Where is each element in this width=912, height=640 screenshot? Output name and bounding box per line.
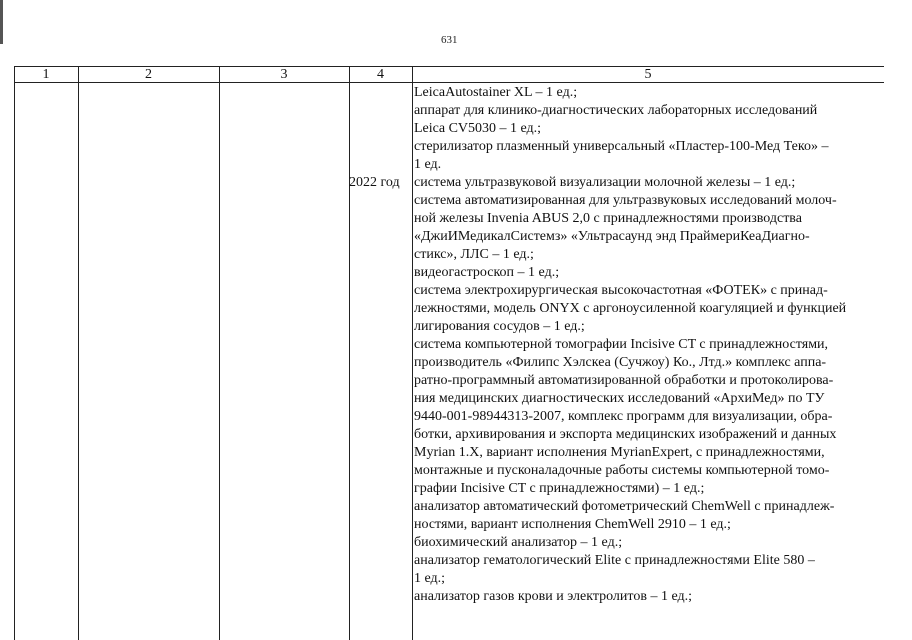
table-header-border [14, 82, 884, 83]
list-item: система электрохирургическая высокочастотная «ФОТЕК» с принад- лежностями, модель ONYX с аргоноусиленной коагуляцией и функцией лигирования сосудов – 1 ед.; [414, 283, 847, 334]
equipment-list [414, 84, 882, 606]
column-header-2: 2 [145, 67, 152, 82]
list-item: аппарат для клинико-диагностических лабораторных исследований Leica CV5030 – 1 ед.; [414, 103, 818, 136]
list-item: биохимический анализатор – 1 ед.; [414, 535, 623, 550]
list-item: система ультразвуковой визуализации молочной железы – 1 ед.; [414, 175, 796, 190]
column-divider-2 [78, 66, 79, 640]
year-cell: 2022 год [349, 175, 400, 190]
column-header-1: 1 [42, 67, 50, 82]
column-divider-1 [14, 66, 15, 640]
list-item: LeicaAutostainer XL – 1 ед.; [414, 85, 578, 100]
list-item: анализатор автоматический фотометрический ChemWell с принадлеж- ностями, вариант исполнения ChemWell 2910 – 1 ед.; [414, 499, 835, 532]
scan-margin-mark [0, 0, 3, 44]
column-divider-5 [412, 66, 413, 640]
page-number: 631 [441, 34, 458, 46]
column-header-3: 3 [280, 67, 288, 82]
list-item: анализатор гематологический Elite с принадлежностями Elite 580 – 1 ед.; [414, 553, 815, 586]
column-divider-4 [349, 66, 350, 640]
column-header-4: 4 [377, 67, 384, 82]
list-item: видеогастроскоп – 1 ед.; [414, 265, 560, 280]
list-item: система автоматизированная для ультразвуковых исследований молоч- ной железы Invenia ABUS 2,0 с принадлежностями производства «ДжиИМедикалСистемз» «Ультрасаунд энд ПраймериКеаДиагно- стикс», ЛЛС – 1 ед.; [414, 193, 837, 262]
list-item: система компьютерной томографии Incisive CT с принадлежностями, производитель «Филипс Хэлскеа (Сучжоу) Ко., Лтд.» комплекс аппа- ратно-программный автоматизированной обработки и протоколирова- ния медицинских диагностических исследований «АрхиМед» по ТУ 9440-001-98944313-2007, комплекс программ для визуализации, обра- ботки, архивирования и экспорта медицинских изображений и данных Myrian 1.X, вариант исполнения MyrianExpert, с принадлежностями, монтажные и пусконаладочные работы системы компьютерной томо- графии Incisive CT с принадлежностями) – 1 ед.; [414, 337, 837, 496]
list-item: анализатор газов крови и электролитов – 1 ед.; [414, 589, 692, 604]
column-divider-3 [219, 66, 220, 640]
column-header-5: 5 [644, 67, 652, 82]
list-item: стерилизатор плазменный универсальный «Пластер-100-Мед Теко» – 1 ед. [414, 139, 829, 172]
